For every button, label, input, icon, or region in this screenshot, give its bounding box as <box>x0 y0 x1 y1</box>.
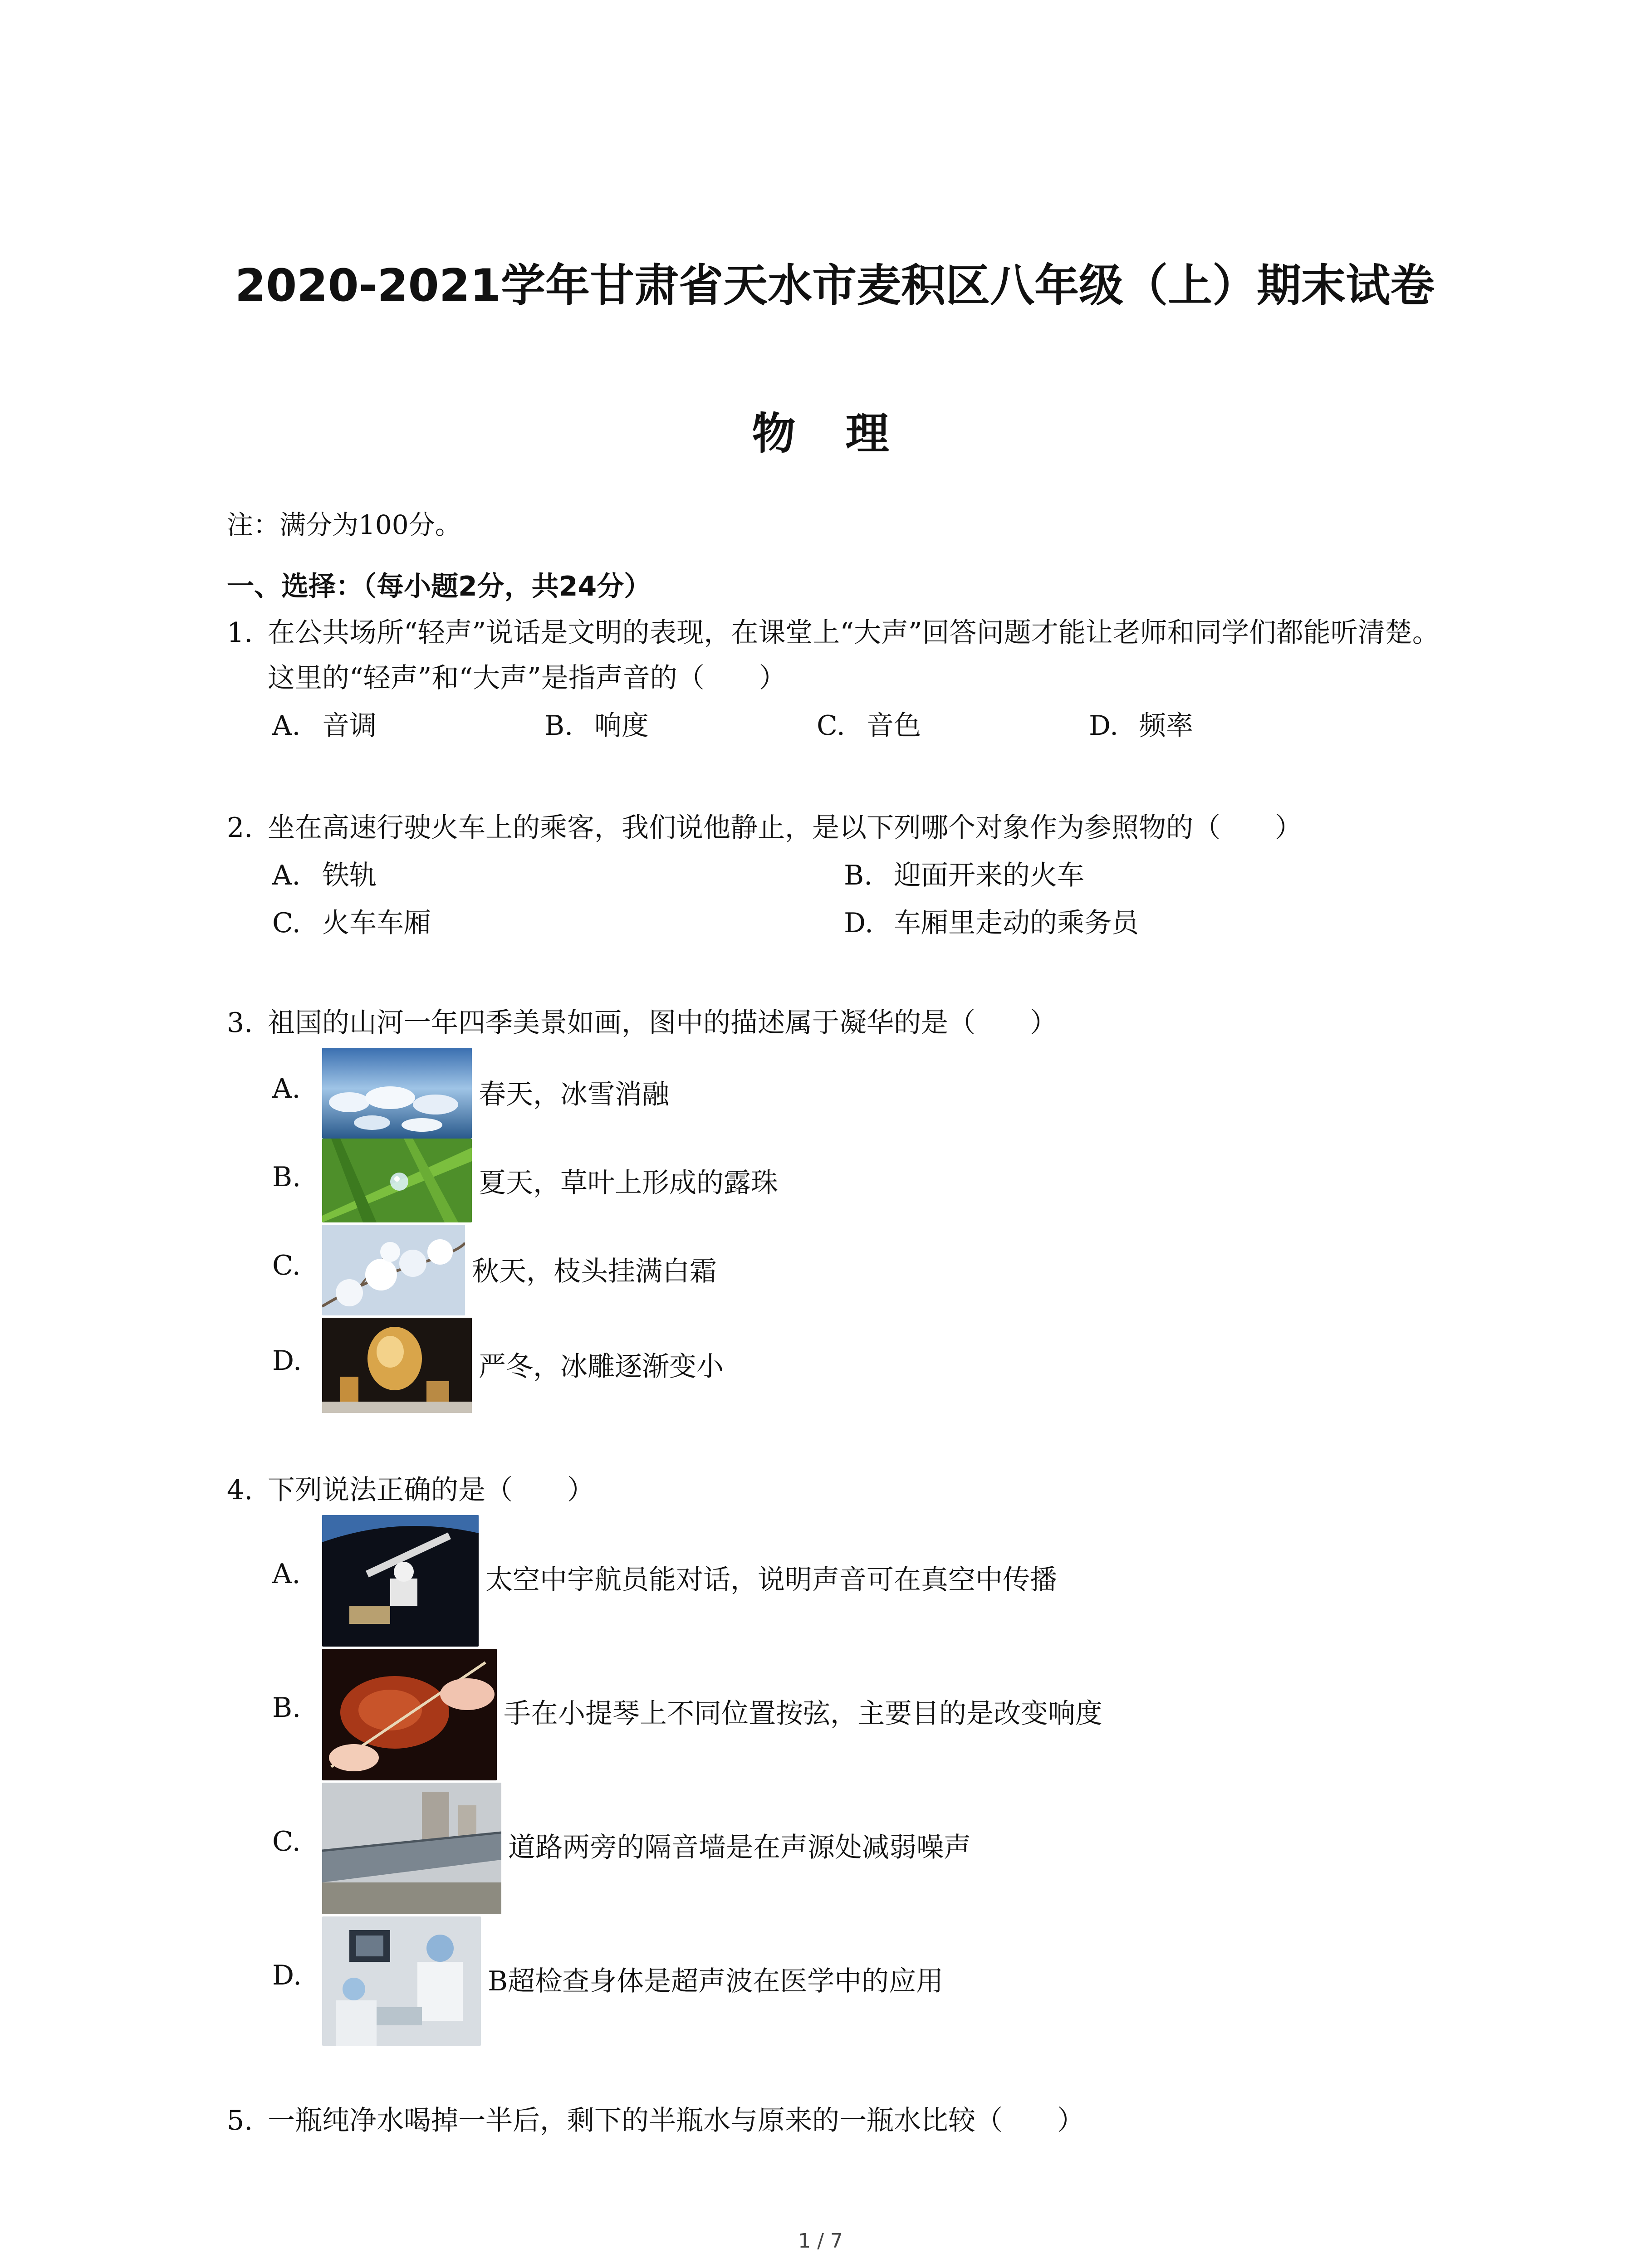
option-text: 道路两旁的隔音墙是在声源处减弱噪声 <box>508 1832 971 1863</box>
q1-option-a[interactable] <box>272 703 377 748</box>
sound-barrier-wall-photo <box>322 1783 501 1914</box>
option-letter: C. <box>817 710 845 742</box>
frost-on-branch-photo <box>322 1225 465 1315</box>
question-text: 下列说法正确的是（ ） <box>268 1474 594 1506</box>
option-letter: B. <box>544 710 573 742</box>
option-letter: D. <box>272 1960 302 1991</box>
option-text: 手在小提琴上不同位置按弦，主要目的是改变响度 <box>504 1698 1102 1730</box>
subject-heading: 物理 <box>752 408 939 459</box>
option-text: 音色 <box>867 710 921 742</box>
option-letter: D. <box>272 1345 302 1377</box>
option-letter: D. <box>844 907 874 939</box>
option-letter: A. <box>272 1558 301 1590</box>
option-text: 秋天，枝头挂满白霜 <box>472 1256 717 1287</box>
option-letter: C. <box>272 1250 301 1281</box>
exam-title: 2020-2021学年甘肃省天水市麦积区八年级（上）期末试卷 <box>235 260 1435 312</box>
option-text: 频率 <box>1139 710 1193 742</box>
question-1 <box>227 610 1452 701</box>
question-text: 坐在高速行驶火车上的乘客，我们说他静止，是以下列哪个对象作为参照物的（ ） <box>268 812 1302 844</box>
question-number: 2. <box>227 812 253 844</box>
question-5 <box>227 2098 1452 2143</box>
q2-option-a[interactable] <box>272 853 377 898</box>
q2-option-c[interactable] <box>272 900 431 946</box>
question-number: 3. <box>227 1007 253 1039</box>
option-text: 迎面开来的火车 <box>894 860 1084 891</box>
option-text: 春天，冰雪消融 <box>479 1079 669 1110</box>
option-text: 音调 <box>322 710 377 742</box>
option-text: B超检查身体是超声波在医学中的应用 <box>488 1965 944 1997</box>
option-letter: B. <box>272 1161 301 1193</box>
option-text: 夏天，草叶上形成的露珠 <box>479 1167 778 1199</box>
q1-option-b[interactable] <box>544 703 649 748</box>
ultrasound-exam-photo <box>322 1916 481 2046</box>
question-text: 祖国的山河一年四季美景如画，图中的描述属于凝华的是（ ） <box>268 1007 1057 1039</box>
option-letter: C. <box>272 1826 301 1857</box>
dew-on-grass-photo <box>322 1139 472 1222</box>
melting-ice-photo <box>322 1048 472 1139</box>
question-4 <box>227 1467 1452 1513</box>
question-2 <box>227 805 1452 850</box>
section-heading: 一、选择：（每小题2分，共24分） <box>227 571 652 602</box>
q2-option-b[interactable] <box>844 853 1084 898</box>
q2-option-d[interactable] <box>844 900 1139 946</box>
page-number: 1 / 7 <box>798 2229 843 2253</box>
option-letter: B. <box>844 860 873 891</box>
q1-option-c[interactable] <box>817 703 921 748</box>
question-text: 在公共场所“轻声”说话是文明的表现，在课堂上“大声”回答问题才能让老师和同学们都能听清楚。这里的“轻声”和“大声”是指声音的（ ） <box>268 617 1440 694</box>
ice-sculpture-photo <box>322 1318 472 1413</box>
option-text: 太空中宇航员能对话，说明声音可在真空中传播 <box>485 1564 1057 1596</box>
option-letter: D. <box>1089 710 1119 742</box>
question-number: 1. <box>227 617 253 649</box>
violin-playing-photo <box>322 1649 497 1780</box>
astronaut-in-space-photo <box>322 1515 479 1647</box>
option-text: 严冬，冰雕逐渐变小 <box>479 1351 724 1383</box>
option-letter: A. <box>272 710 301 742</box>
option-text: 响度 <box>594 710 649 742</box>
question-3 <box>227 1000 1452 1046</box>
option-text: 车厢里走动的乘务员 <box>894 907 1139 939</box>
option-letter: A. <box>272 1073 301 1105</box>
option-text: 火车车厢 <box>322 907 431 939</box>
option-text: 铁轨 <box>322 860 377 891</box>
option-letter: C. <box>272 907 301 939</box>
question-text: 一瓶纯净水喝掉一半后，剩下的半瓶水与原来的一瓶水比较（ ） <box>268 2105 1084 2136</box>
question-number: 4. <box>227 1474 253 1506</box>
question-number: 5. <box>227 2105 253 2136</box>
q1-option-d[interactable] <box>1089 703 1193 748</box>
score-note: 注：满分为100分。 <box>227 509 461 540</box>
option-letter: B. <box>272 1692 301 1724</box>
option-letter: A. <box>272 860 301 891</box>
